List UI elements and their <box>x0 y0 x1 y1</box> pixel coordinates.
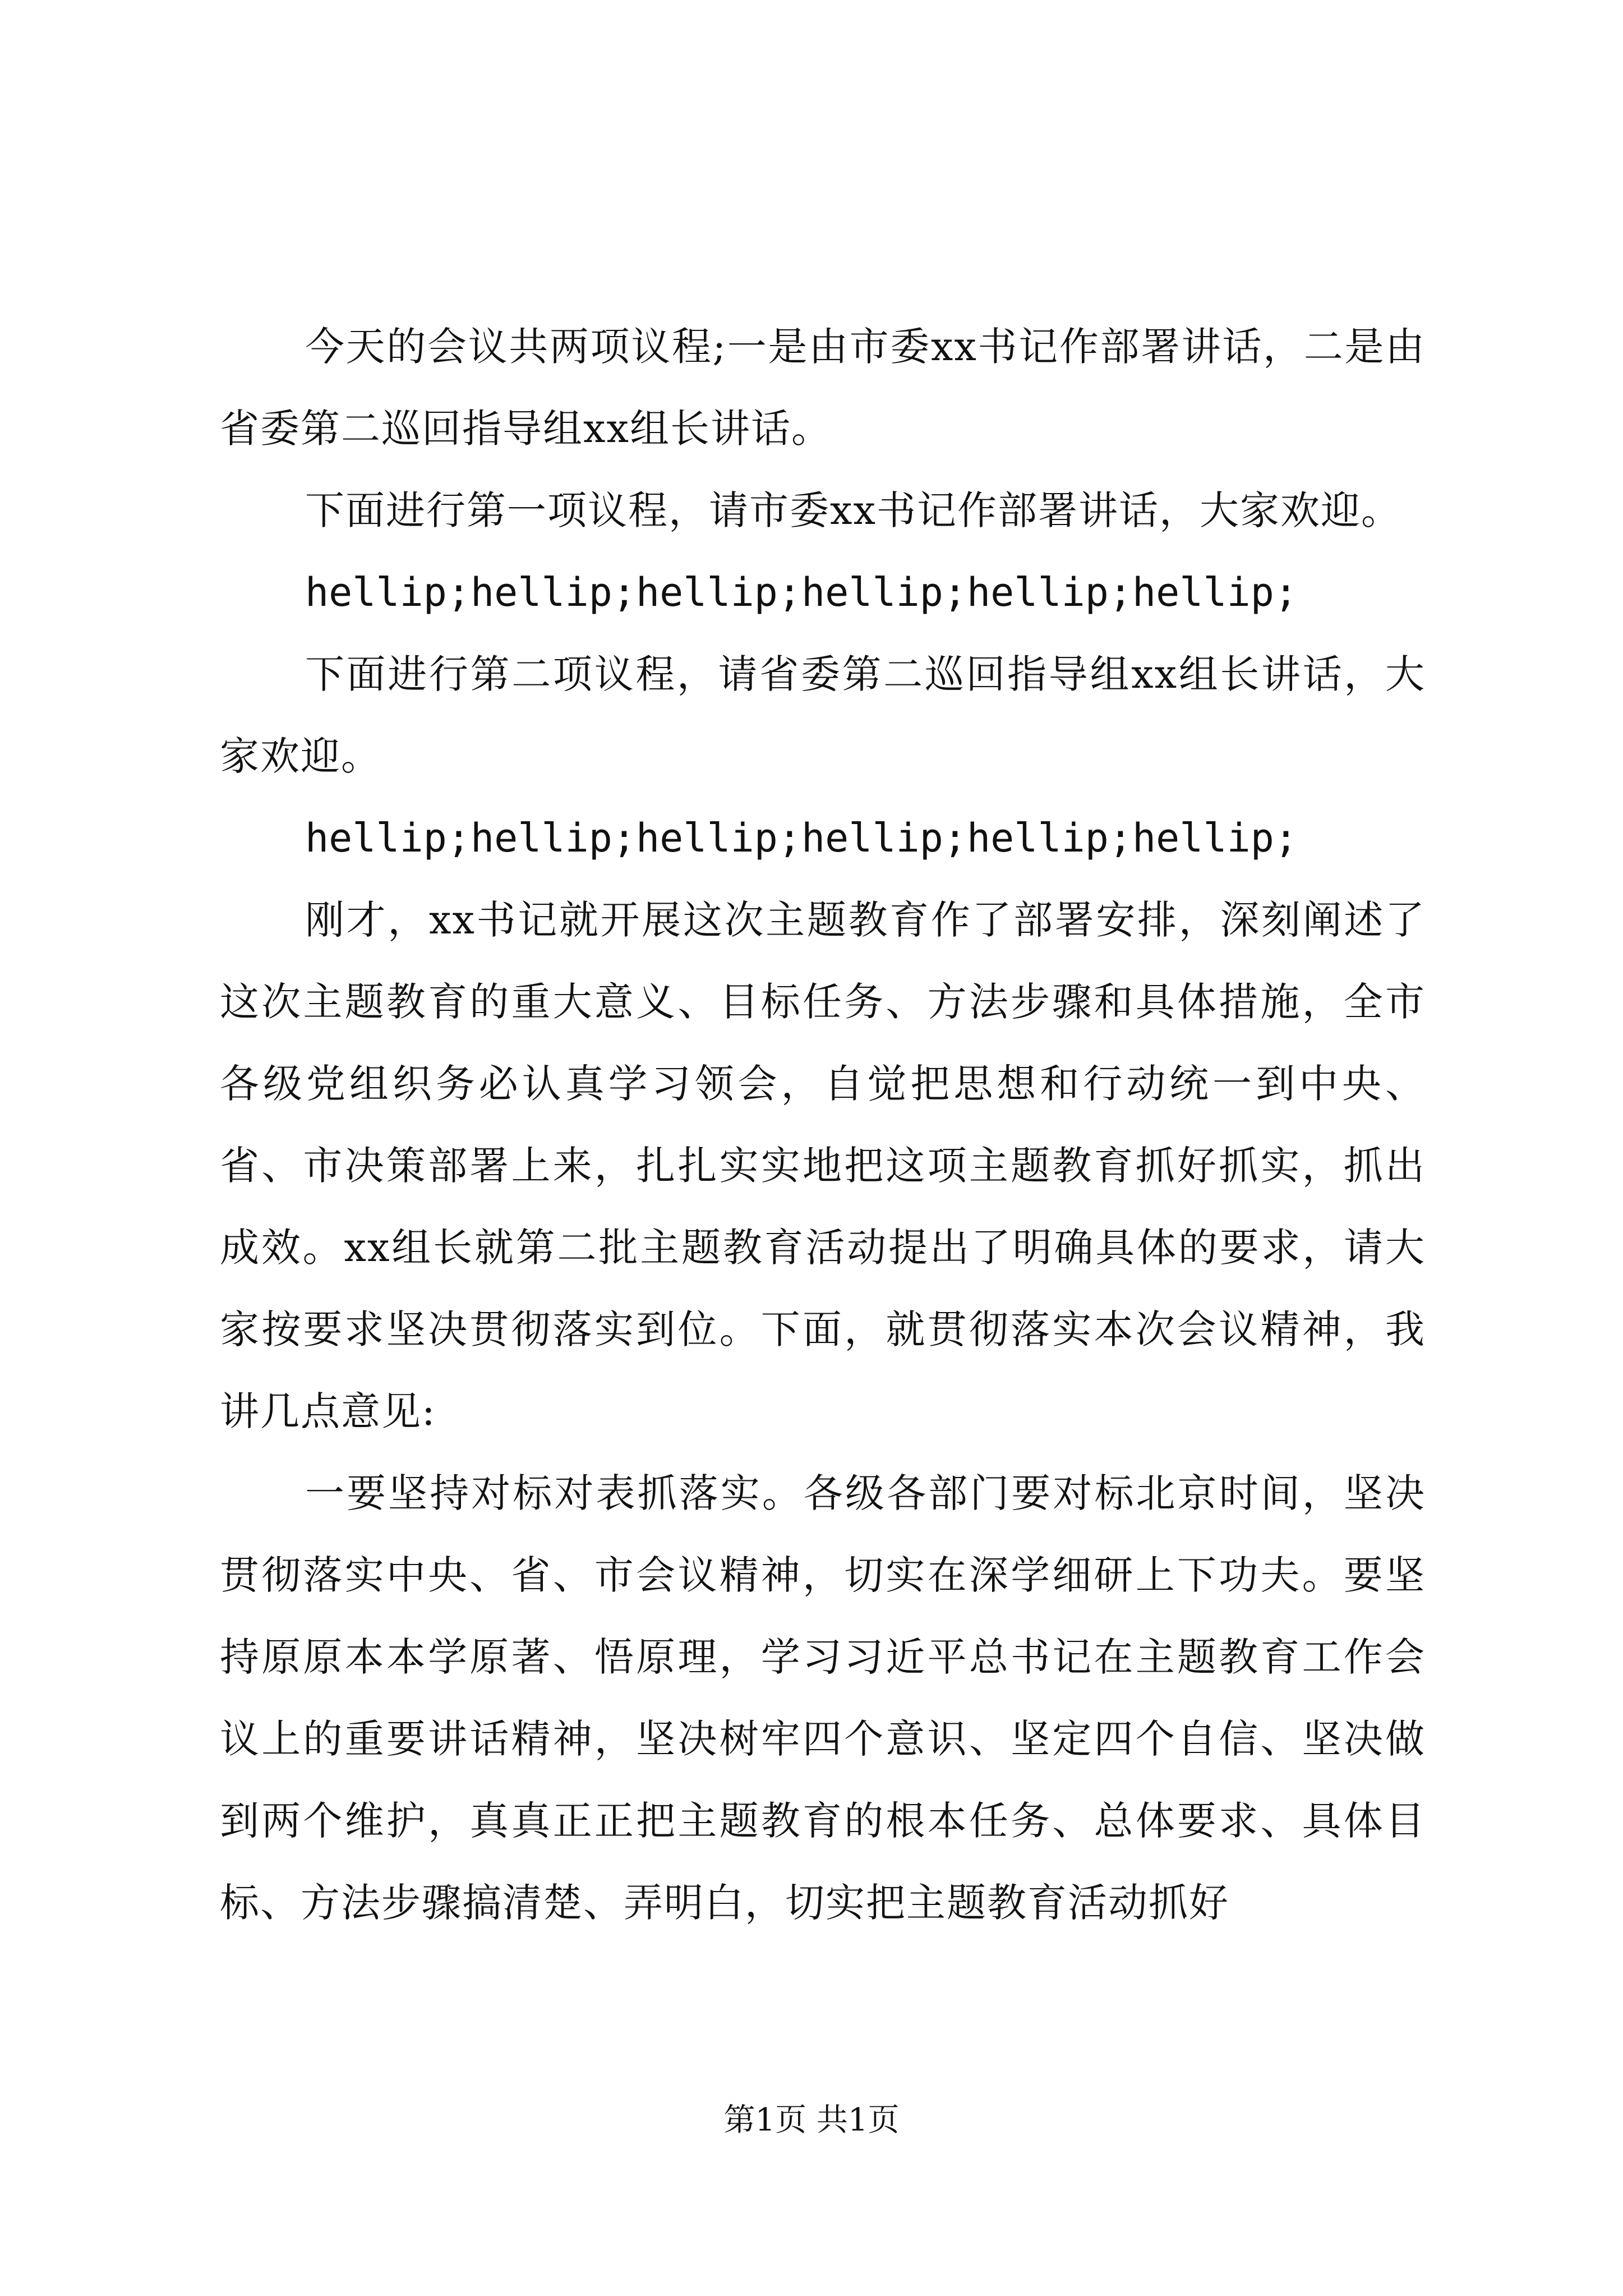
paragraph-agenda-intro: 今天的会议共两项议程;一是由市委xx书记作部署讲话，二是由省委第二巡回指导组xx组长讲话。 <box>220 324 1426 452</box>
document-body <box>220 306 1426 1944</box>
page-footer: 第1页 共1页 <box>723 2102 900 2138</box>
paragraph-ellipsis-1: hellip;hellip;hellip;hellip;hellip;hellip; <box>305 569 1298 615</box>
paragraph-second-item: 下面进行第二项议程，请省委第二巡回指导组xx组长讲话，大家欢迎。 <box>220 651 1426 779</box>
paragraph-point-one: 一要坚持对标对表抓落实。各级各部门要对标北京时间，坚决贯彻落实中央、省、市会议精神，切实在深学细研上下功夫。要坚持原原本本学原著、悟原理，学习习近平总书记在主题教育工作会议上的重要讲话精神，坚决树牢四个意识、坚定四个自信、坚决做到两个维护，真真正正把主题教育的根本任务、总体要求、具体目标、方法步骤搞清楚、弄明白，切实把主题教育活动抓好 <box>220 1470 1426 1926</box>
paragraph-first-item: 下面进行第一项议程，请市委xx书记作部署讲话，大家欢迎。 <box>305 487 1401 533</box>
paragraph-ellipsis-2: hellip;hellip;hellip;hellip;hellip;hellip; <box>305 815 1298 861</box>
paragraph-summary: 刚才，xx书记就开展这次主题教育作了部署安排，深刻阐述了这次主题教育的重大意义、目标任务、方法步骤和具体措施，全市各级党组织务必认真学习领会，自觉把思想和行动统一到中央、省、市决策部署上来，扎扎实实地把这项主题教育抓好抓实，抓出成效。xx组长就第二批主题教育活动提出了明确具体的要求，请大家按要求坚决贯彻落实到位。下面，就贯彻落实本次会议精神，我讲几点意见: <box>220 897 1426 1434</box>
